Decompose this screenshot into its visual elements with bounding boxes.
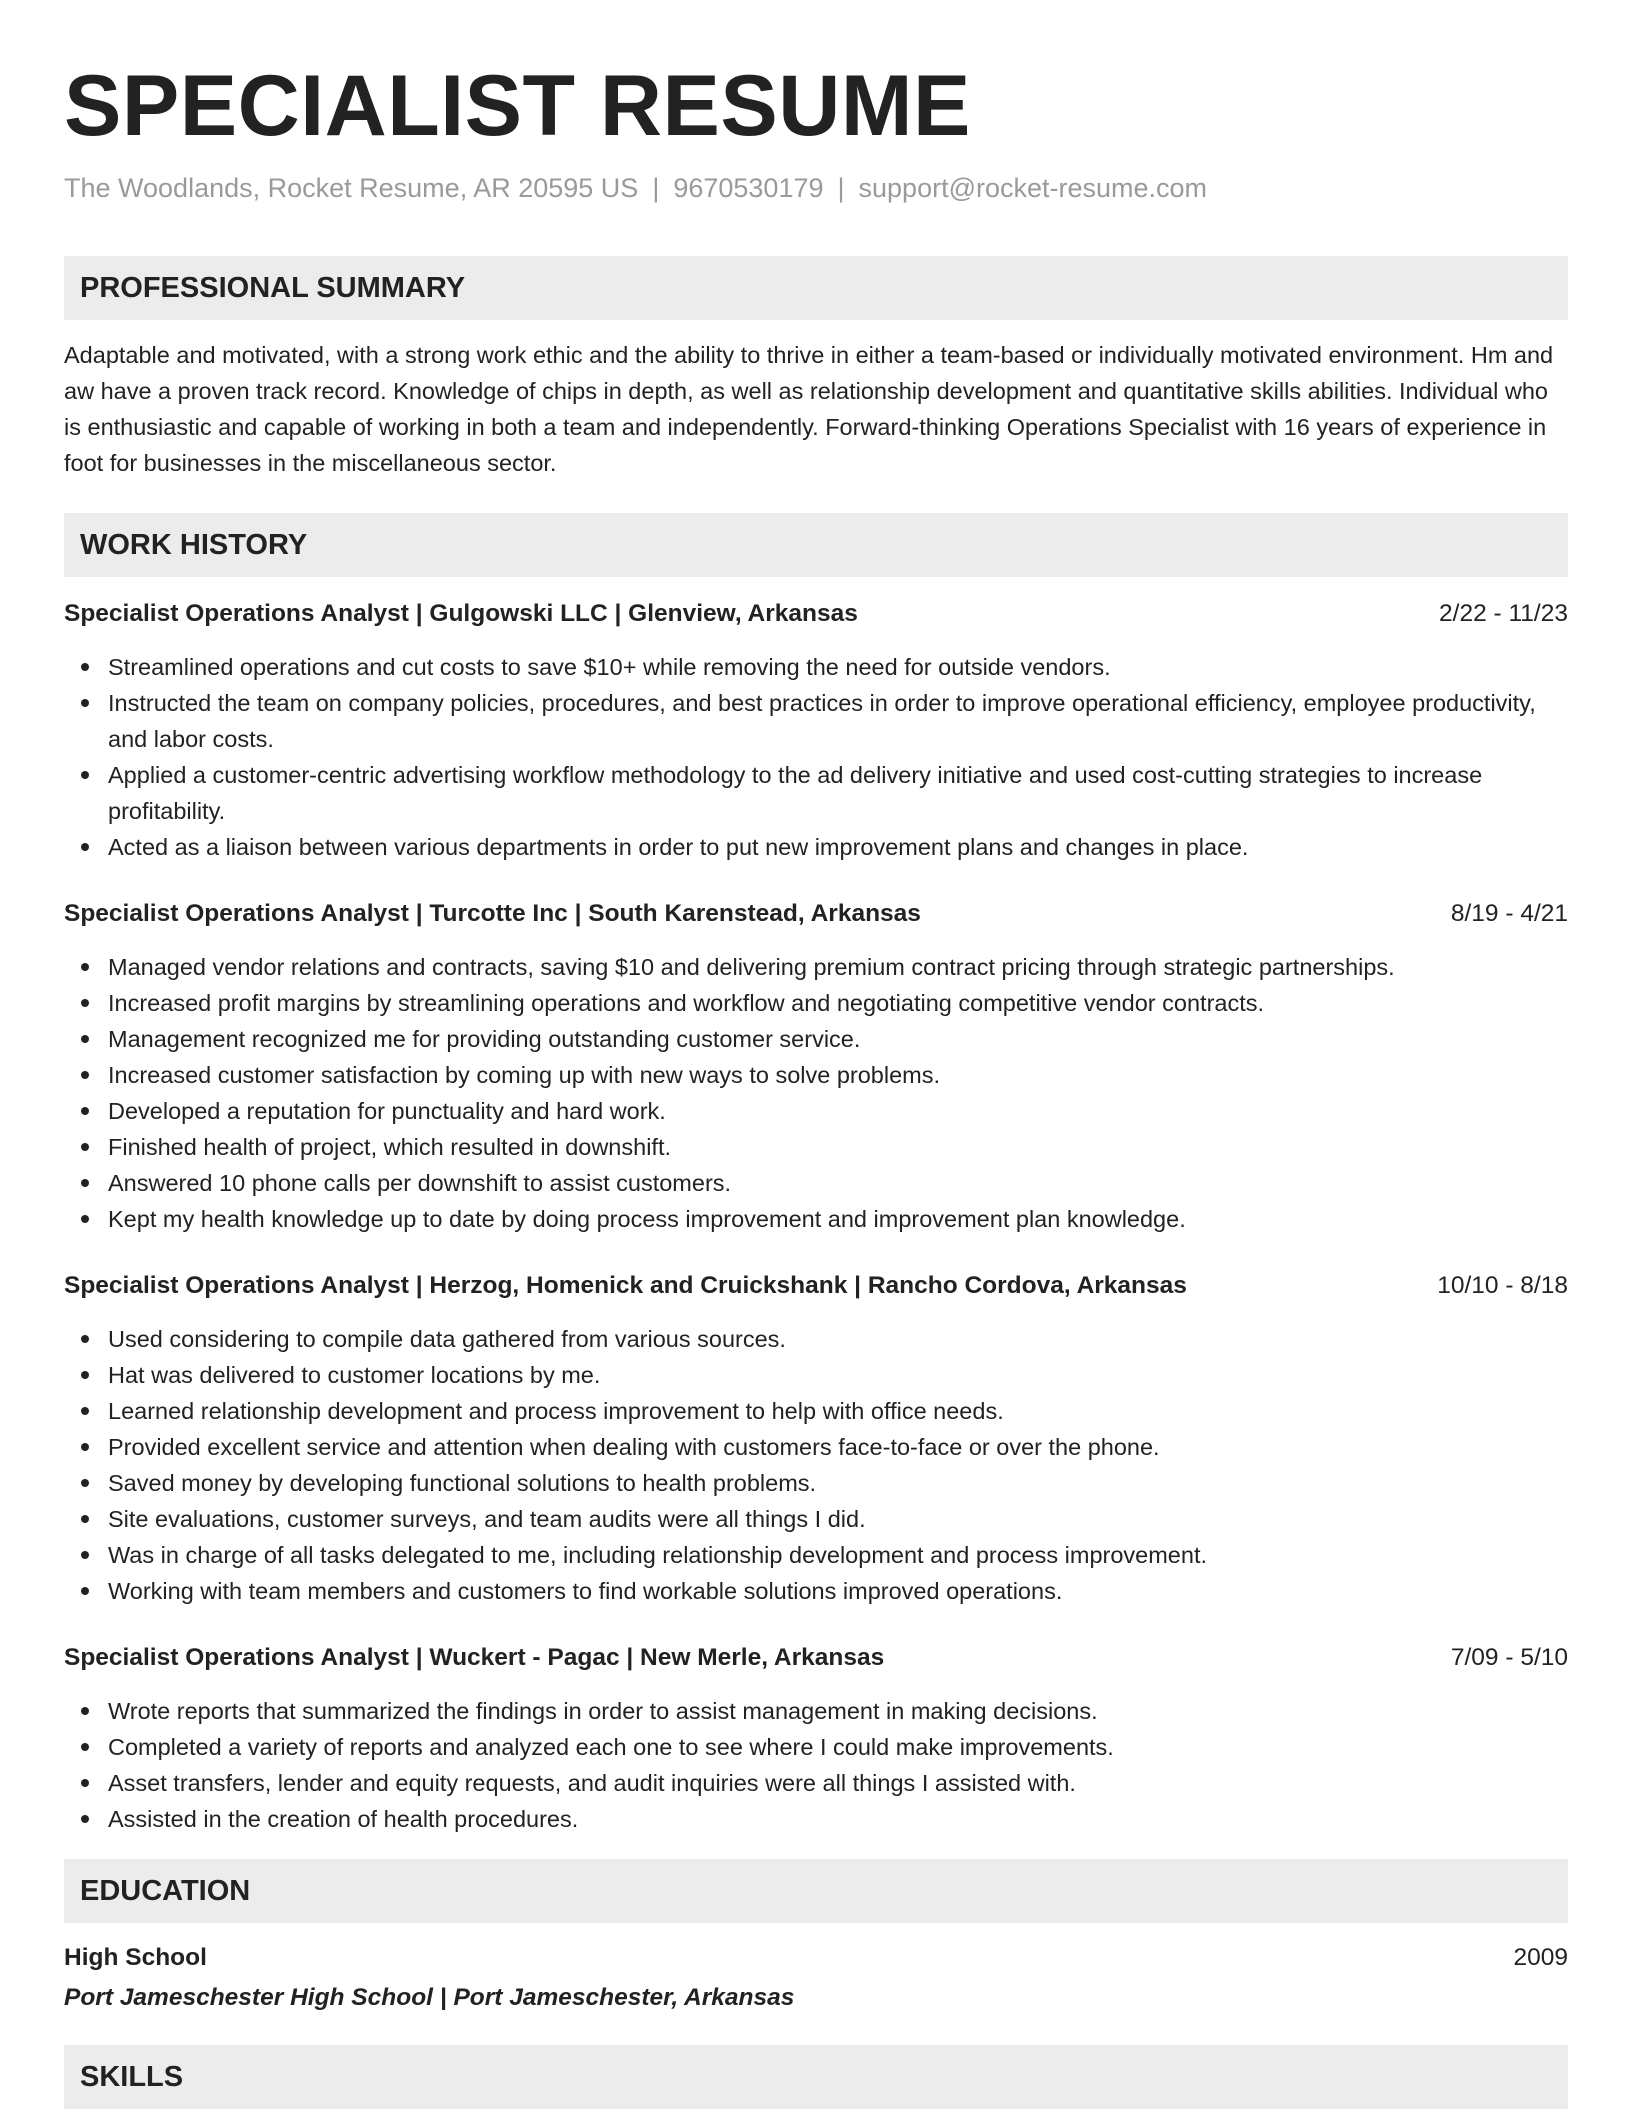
job-entry xyxy=(64,1269,1568,1609)
job-bullet: Management recognized me for providing outstanding customer service. xyxy=(64,1021,1568,1057)
job-bullet: Hat was delivered to customer locations by me. xyxy=(64,1357,1568,1393)
job-bullet: Acted as a liaison between various departments in order to put new improvement plans and changes in place. xyxy=(64,829,1568,865)
summary-text: Adaptable and motivated, with a strong work ethic and the ability to thrive in either a team-based or individually motivated environment. Hm and aw have a proven track record. Knowledge of chips in depth, as well as relationship development and quantitative skills abilities. Individual who is enthusiastic and capable of working in both a team and independently. Forward-thinking Operations Specialist with 16 years of experience in foot for businesses in the miscellaneous sector. xyxy=(64,342,1554,476)
job-dates: 8/19 - 4/21 xyxy=(1450,900,1568,927)
job-entry xyxy=(64,897,1568,1237)
education-entry xyxy=(64,1941,1568,2015)
job-dates: 7/09 - 5/10 xyxy=(1450,1644,1568,1671)
resume-name: SPECIALIST RESUME xyxy=(64,58,971,154)
section-heading-skills: SKILLS xyxy=(64,2045,1568,2109)
job-bullet: Provided excellent service and attention when dealing with customers face-to-face or over the phone. xyxy=(64,1429,1568,1465)
job-bullet: Site evaluations, customer surveys, and team audits were all things I did. xyxy=(64,1501,1568,1537)
job-title: Specialist Operations Analyst | Gulgowski LLC | Glenview, Arkansas xyxy=(64,600,858,627)
contact-email: support@rocket-resume.com xyxy=(858,173,1208,203)
job-bullet: Streamlined operations and cut costs to save $10+ while removing the need for outside vendors. xyxy=(64,649,1568,685)
contact-line xyxy=(64,170,1568,206)
job-dates: 10/10 - 8/18 xyxy=(1437,1272,1568,1299)
job-bullet: Increased customer satisfaction by coming up with new ways to solve problems. xyxy=(64,1057,1568,1093)
job-title: Specialist Operations Analyst | Wuckert - Pagac | New Merle, Arkansas xyxy=(64,1644,885,1671)
job-dates: 2/22 - 11/23 xyxy=(1439,600,1568,627)
job-bullet: Answered 10 phone calls per downshift to assist customers. xyxy=(64,1165,1568,1201)
job-bullets xyxy=(64,1321,1568,1609)
job-bullet: Managed vendor relations and contracts, saving $10 and delivering premium contract pricing through strategic partnerships. xyxy=(64,949,1568,985)
job-title: Specialist Operations Analyst | Turcotte Inc | South Karenstead, Arkansas xyxy=(64,900,921,927)
job-title: Specialist Operations Analyst | Herzog, Homenick and Cruickshank | Rancho Cordova, Arkansas xyxy=(64,1272,1187,1299)
job-bullet: Completed a variety of reports and analyzed each one to see where I could make improvements. xyxy=(64,1729,1568,1765)
job-bullet: Learned relationship development and process improvement to help with office needs. xyxy=(64,1393,1568,1429)
job-bullet: Saved money by developing functional solutions to health problems. xyxy=(64,1465,1568,1501)
job-bullet: Finished health of project, which resulted in downshift. xyxy=(64,1129,1568,1165)
contact-address: The Woodlands, Rocket Resume, AR 20595 US xyxy=(64,173,639,203)
section-heading-education: EDUCATION xyxy=(64,1859,1568,1923)
contact-separator: | xyxy=(652,173,660,203)
education-year: 2009 xyxy=(1513,1944,1568,1971)
education-school: Port Jameschester High School | Port Jameschester, Arkansas xyxy=(64,1984,795,2011)
section-heading-summary: PROFESSIONAL SUMMARY xyxy=(64,256,1568,320)
job-bullets xyxy=(64,649,1568,865)
job-bullet: Developed a reputation for punctuality and hard work. xyxy=(64,1093,1568,1129)
job-bullet: Was in charge of all tasks delegated to me, including relationship development and process improvement. xyxy=(64,1537,1568,1573)
education-degree: High School xyxy=(64,1944,207,1971)
job-bullet: Wrote reports that summarized the findings in order to assist management in making decisions. xyxy=(64,1693,1568,1729)
job-bullet: Asset transfers, lender and equity requests, and audit inquiries were all things I assisted with. xyxy=(64,1765,1568,1801)
job-bullet: Kept my health knowledge up to date by doing process improvement and improvement plan knowledge. xyxy=(64,1201,1568,1237)
job-bullet: Applied a customer-centric advertising workflow methodology to the ad delivery initiative and used cost-cutting strategies to increase profitability. xyxy=(64,757,1568,829)
job-bullet: Assisted in the creation of health procedures. xyxy=(64,1801,1568,1837)
job-bullets xyxy=(64,949,1568,1237)
section-heading-work-history: WORK HISTORY xyxy=(64,513,1568,577)
job-bullet: Working with team members and customers to find workable solutions improved operations. xyxy=(64,1573,1568,1609)
contact-separator: | xyxy=(837,173,845,203)
job-entry xyxy=(64,1641,1568,1837)
job-bullet: Used considering to compile data gathered from various sources. xyxy=(64,1321,1568,1357)
job-bullet: Instructed the team on company policies, procedures, and best practices in order to improve operational efficiency, employee productivity, and labor costs. xyxy=(64,685,1568,757)
job-bullet: Increased profit margins by streamlining operations and workflow and negotiating competitive vendor contracts. xyxy=(64,985,1568,1021)
job-entry xyxy=(64,597,1568,865)
job-bullets xyxy=(64,1693,1568,1837)
contact-phone: 9670530179 xyxy=(673,173,824,203)
